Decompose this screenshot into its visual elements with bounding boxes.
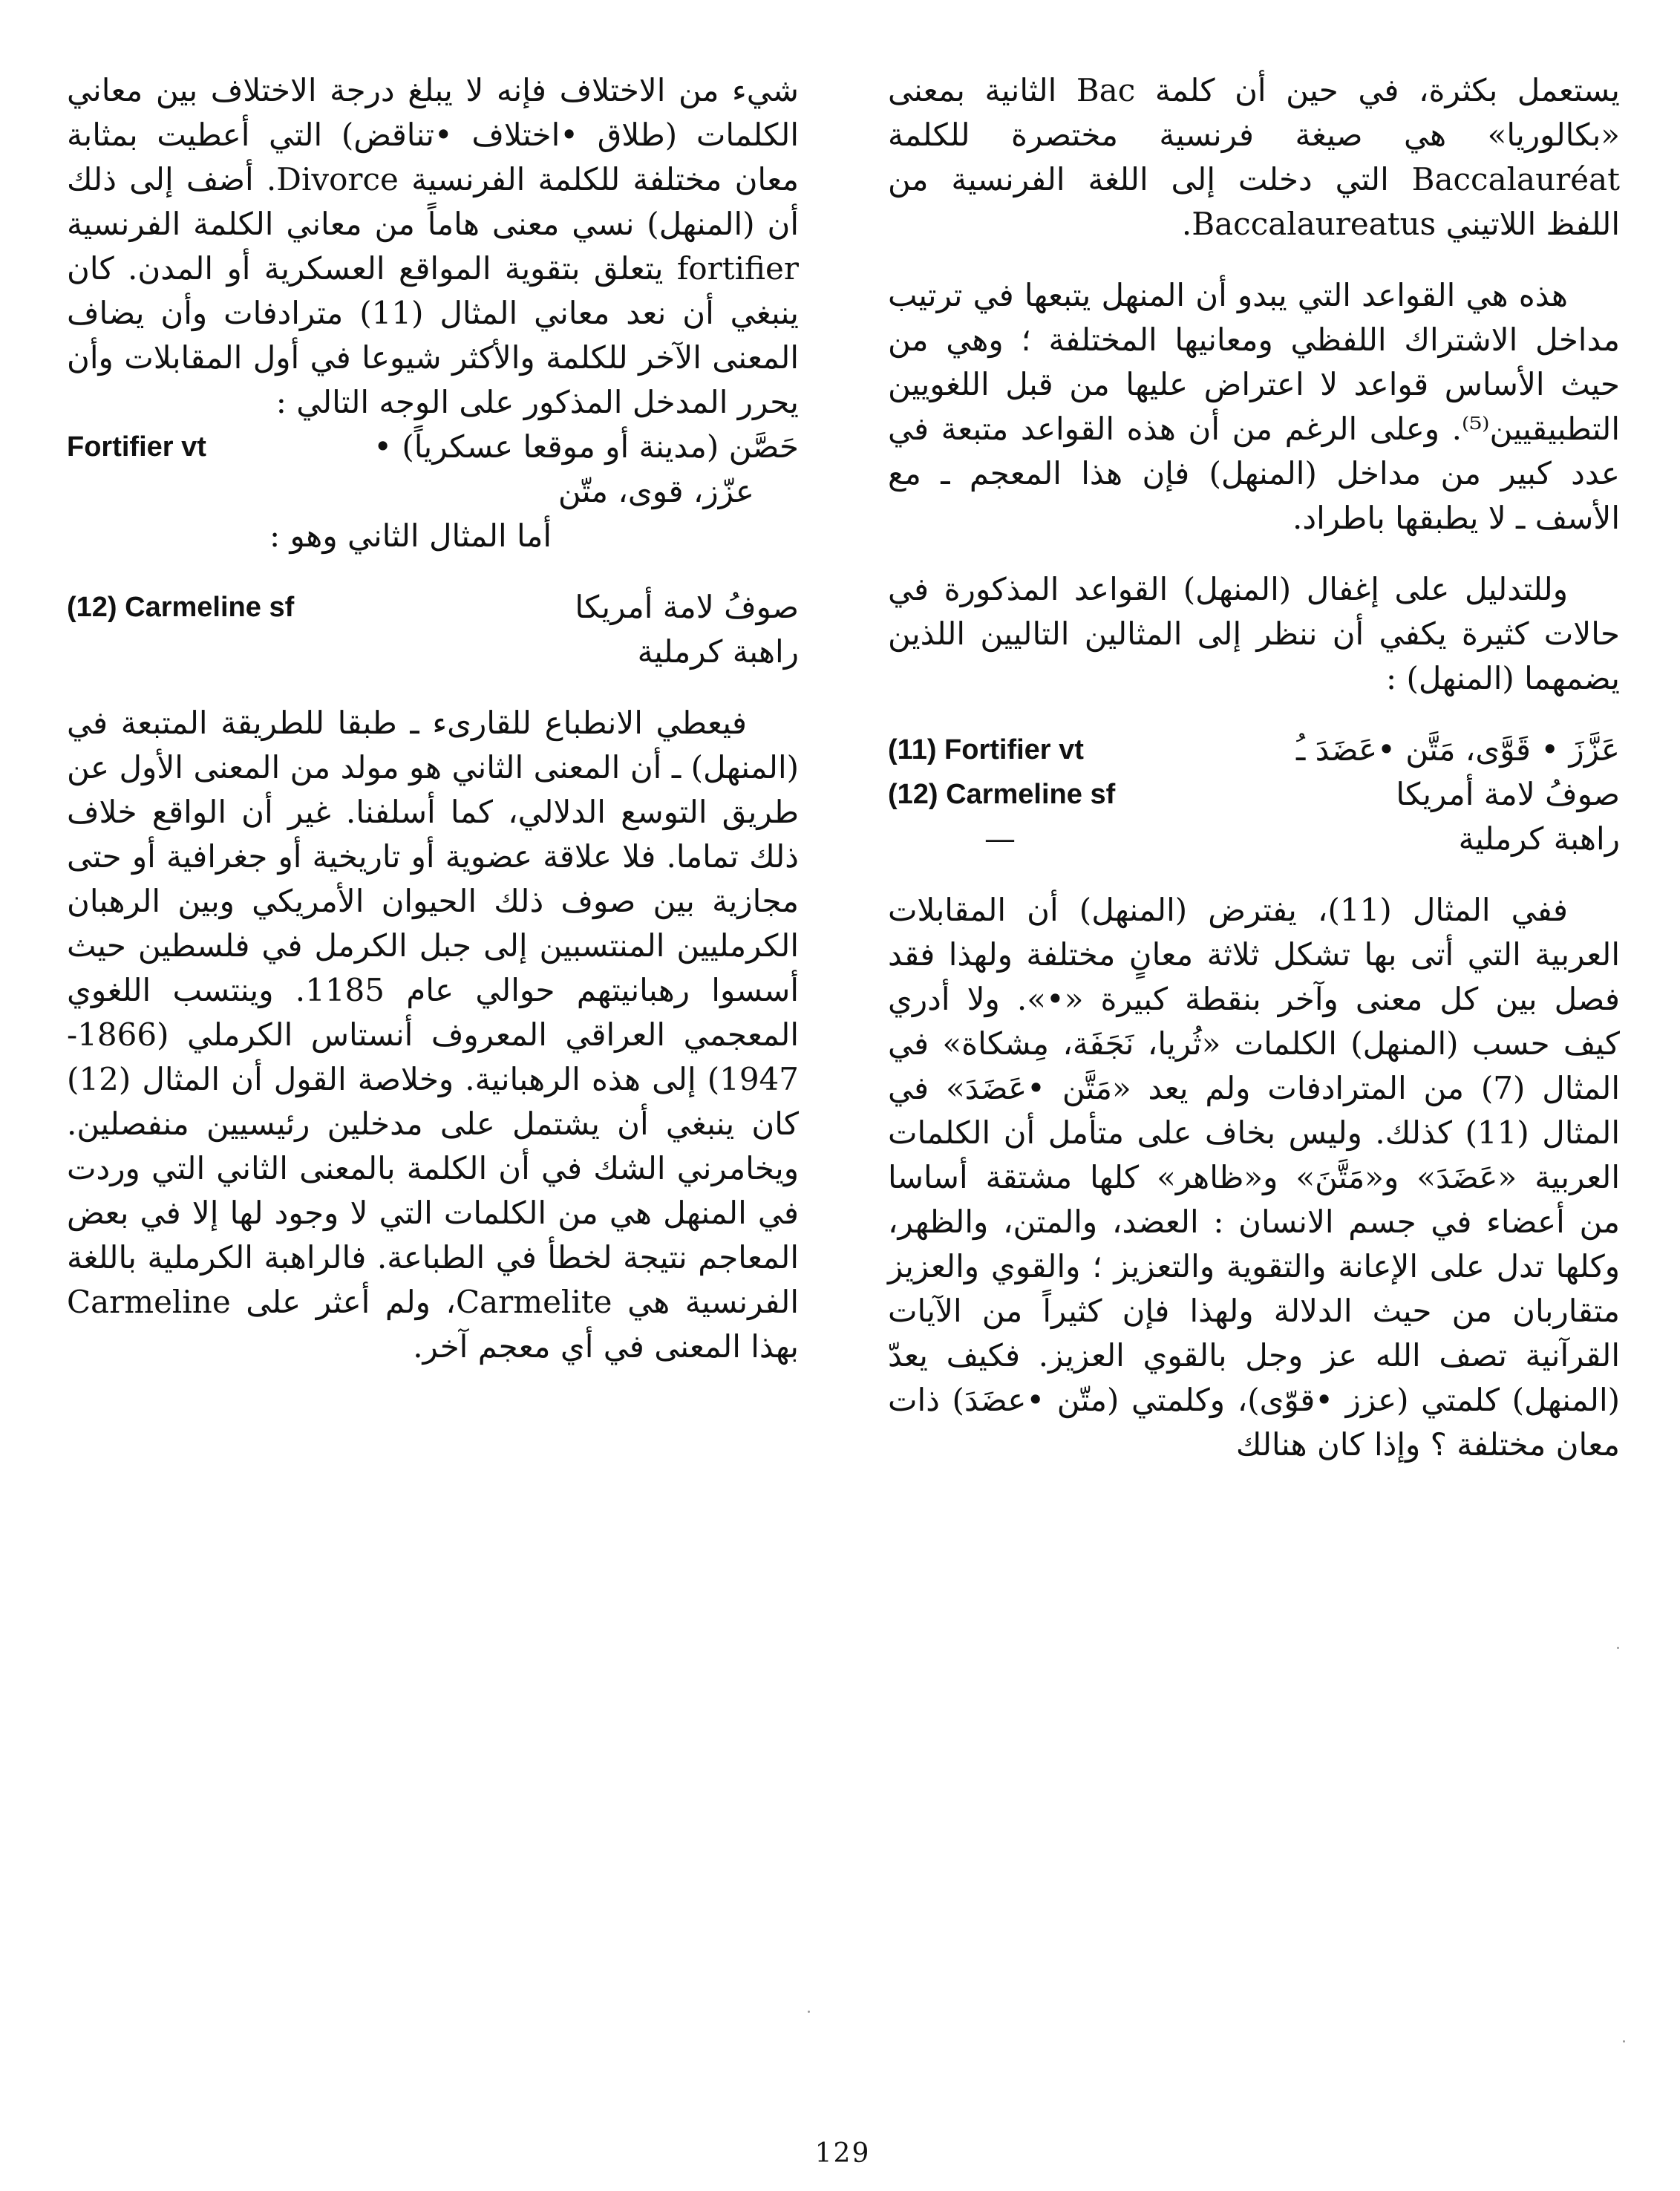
entry-arabic: صوفُ لامة أمريكا xyxy=(575,589,799,625)
paragraph: فيعطي الانطباع للقارىء ـ طبقا للطريقة المتبعة في (المنهل) ـ أن المعنى الثاني هو مولد من المعنى الأول عن طريق التوسع الدلالي، كما أسلفنا. غير أن الواقع خلاف ذلك تماما. فلا علاقة عضوية أو تاريخية أو جغرافية أو حتى مجازية بين صوف ذلك الحيوان الأمريكي وبين الرهبان الكرمليين المنتسبين إلى جبل الكرمل في فلسطين حيث أسسوا رهبانيتهم حوالي عام 1185. وينتسب اللغوي المعجمي العراقي المعروف أنستاس الكرملي (1866-1947) إلى هذه الرهبانية. وخلاصة القول أن المثال (12) كان ينبغي أن يشتمل على مدخلين رئيسيين منفصلين. ويخامرني الشك في أن الكلمة بالمعنى الثاني التي وردت في المنهل هي من الكلمات التي لا وجود لها إلا في بعض المعاجم نتيجة لخطأ في الطباعة. فالراهبة الكرملية باللغة الفرنسية هي Carmelite، ولم أعثر على Carmeline بهذا المعنى في أي معجم آخر. xyxy=(67,705,800,1365)
scan-speck xyxy=(1617,1647,1619,1649)
scan-speck xyxy=(1623,2040,1625,2043)
paragraph: يستعمل بكثرة، في حين أن كلمة Bac الثانية بمعنى «بكالوريا» هي صيغة فرنسية مختصرة للكلمة Baccalauréat التي دخلت إلى اللغة الفرنسية من اللفظ اللاتيني Baccalaureatus. xyxy=(888,72,1620,242)
entry-arabic: صوفُ لامة أمريكا xyxy=(1396,776,1620,812)
entry-dash: — xyxy=(984,820,1016,857)
dictionary-entry xyxy=(888,728,1620,772)
entry-arabic: راهبة كرملية xyxy=(637,633,799,670)
paragraph: وللتدليل على إغفال (المنهل) القواعد المذكورة في حالات كثيرة يكفي أن ننظر إلى المثالين التاليين اللذين يضمهما (المنهل) : xyxy=(888,571,1620,696)
paragraph: هذه هي القواعد التي يبدو أن المنهل يتبعها في ترتيب مداخل الاشتراك اللفظي ومعانيها المختلفة ؛ وهي من حيث الأساس قواعد لا اعتراض عليها من قبل اللغويين التطبيقيين⁽⁵⁾. وعلى الرغم من أن هذه القواعد متبعة في عدد كبير من مداخل (المنهل) فإن هذا المعجم ـ مع الأسف ـ لا يطبقها باطراد. xyxy=(888,277,1620,536)
entry-arabic: عزّز، قوى، متّن xyxy=(558,473,754,509)
left-column xyxy=(67,68,799,1369)
entry-french: (12) Carmeline sf xyxy=(67,592,295,623)
dictionary-example-block xyxy=(67,425,799,514)
entry-french: (11) Fortifier vt xyxy=(888,734,1084,765)
entry-french: (12) Carmeline sf xyxy=(888,779,1116,810)
dictionary-entry xyxy=(67,630,799,674)
dictionary-entry xyxy=(888,772,1620,817)
right-column xyxy=(888,68,1620,1467)
dictionary-entry xyxy=(888,817,1620,861)
page-number: 129 xyxy=(814,2138,871,2169)
dictionary-example-block xyxy=(888,728,1620,861)
entry-arabic: حَصَّن (مدينة أو موقعا عسكرياً) • xyxy=(373,428,799,465)
entry-arabic: عَزَّزَ • قَوَّى، مَتَّن •عَضَدَ ـُ xyxy=(1296,731,1620,768)
dictionary-example-block xyxy=(67,585,799,674)
dictionary-entry xyxy=(67,425,799,469)
paragraph: أما المثال الثاني وهو : xyxy=(269,517,552,554)
scan-speck xyxy=(808,2011,810,2013)
dictionary-entry xyxy=(67,469,799,514)
entry-arabic: راهبة كرملية xyxy=(1458,820,1620,857)
entry-french: Fortifier vt xyxy=(67,431,206,463)
dictionary-entry xyxy=(67,585,799,630)
paragraph: شيء من الاختلاف فإنه لا يبلغ درجة الاختلاف بين معاني الكلمات (طلاق •اختلاف •تناقض) التي أعطيت بمثابة معان مختلفة للكلمة الفرنسية Divorce. أضف إلى ذلك أن (المنهل) نسي معنى هاماً من معاني الكلمة الفرنسية fortifier يتعلق بتقوية المواقع العسكرية أو المدن. كان ينبغي أن نعد معاني المثال (11) مترادفات وأن يضاف المعنى الآخر للكلمة والأكثر شيوعا في أول المقابلات وأن يحرر المدخل المذكور على الوجه التالي : xyxy=(67,72,799,420)
paragraph: ففي المثال (11)، يفترض (المنهل) أن المقابلات العربية التي أتى بها تشكل ثلاثة معانٍ مختلفة ولهذا فقد فصل بين كل معنى وآخر بنقطة كبيرة «•». ولا أدري كيف حسب (المنهل) الكلمات «ثُريا، نَجَفَة، مِشكاة» في المثال (7) من المترادفات ولم يعد «مَتَّن •عَضَدَ» في المثال (11) كذلك. وليس بخاف على متأمل أن الكلمات العربية «عَضَدَ» و«مَتَّنَ» و«ظاهر» كلها مشتقة أساسا من أعضاء في جسم الانسان : العضد، والمتن، والظهر، وكلها تدل على الإعانة والتقوية والتعزيز ؛ والقوي والعزيز متقاربان من حيث الدلالة ولهذا فإن كثيراً من الآيات القرآنية تصف الله عز وجل بالقوي العزيز. فكيف يعدّ (المنهل) كلمتي (عزز •قوّى)، وكلمتي (متّن •عضَدَ) ذات معان مختلفة ؟ وإذا كان هنالك xyxy=(888,892,1620,1463)
